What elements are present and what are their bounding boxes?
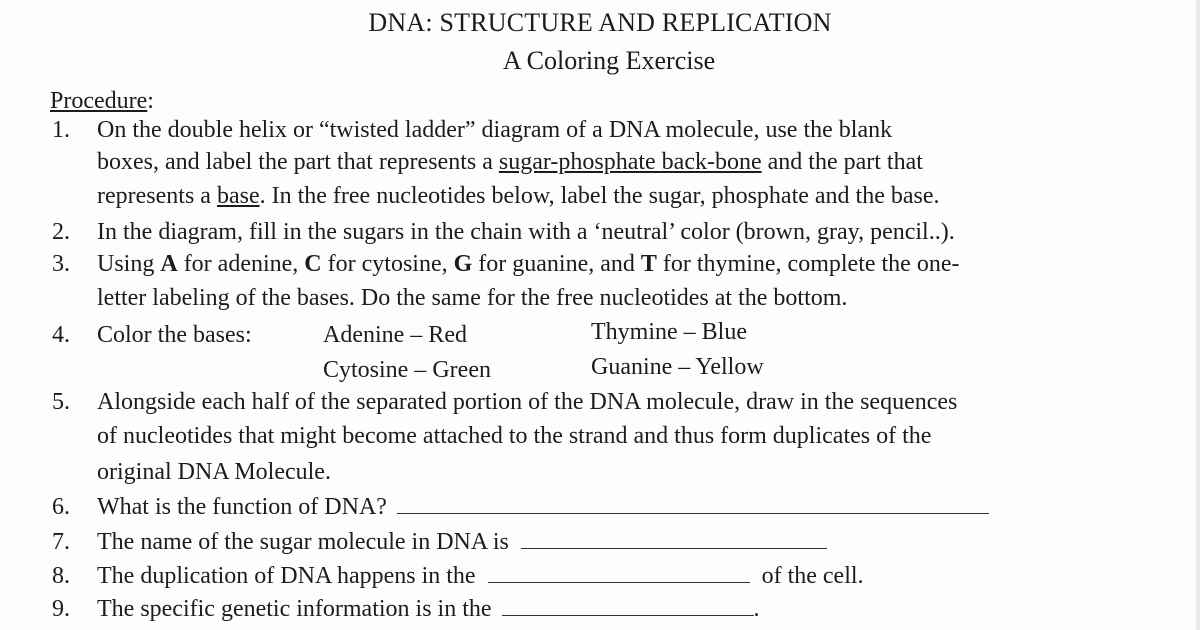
- answer-blank[interactable]: [488, 560, 750, 583]
- question-prompt: The specific genetic information is in the: [97, 596, 492, 622]
- text-run: and the part that: [761, 149, 923, 175]
- step-text-line: Alongside each half of the separated portion of the DNA molecule, draw in the sequences: [97, 389, 958, 415]
- answer-blank[interactable]: [397, 491, 989, 514]
- step-number: 7.: [52, 529, 70, 555]
- step-text-line: [97, 146, 923, 179]
- step-number: 1.: [52, 117, 70, 143]
- page-title: DNA: STRUCTURE AND REPLICATION: [368, 8, 832, 37]
- bold-letter: G: [453, 251, 473, 277]
- question-suffix: .: [753, 596, 760, 622]
- question-prompt: What is the function of DNA?: [97, 494, 387, 520]
- question-text: [97, 593, 760, 626]
- text-run: for adenine,: [177, 251, 305, 277]
- procedure-label: Procedure: [50, 88, 148, 114]
- procedure-heading: [50, 85, 154, 117]
- bold-letter: A: [160, 251, 178, 277]
- text-run: Using: [97, 251, 161, 277]
- text-run: for guanine, and: [472, 251, 641, 277]
- step-text-line: [97, 248, 959, 281]
- step-number: 6.: [52, 494, 70, 520]
- color-thymine: Thymine – Blue: [591, 319, 747, 345]
- color-guanine: Guanine – Yellow: [591, 354, 764, 380]
- color-cytosine: Cytosine – Green: [323, 357, 491, 383]
- text-run: for thymine, complete the one-: [656, 251, 960, 277]
- underlined-term: base: [216, 183, 260, 209]
- step-number: 3.: [52, 251, 70, 277]
- step-number: 9.: [52, 596, 70, 622]
- bold-letter: T: [640, 251, 657, 277]
- step-number: 2.: [52, 219, 70, 245]
- step-text-line: of nucleotides that might become attached to the strand and thus form duplicates of the: [97, 423, 932, 449]
- question-prompt: The duplication of DNA happens in the: [97, 563, 476, 589]
- text-run: boxes, and label the part that represents a: [97, 149, 499, 175]
- step-number: 8.: [52, 563, 70, 589]
- bold-letter: C: [304, 251, 322, 277]
- question-text: [97, 526, 827, 559]
- question-text: [97, 560, 864, 593]
- scan-edge: [1196, 0, 1200, 630]
- question-text: [97, 491, 989, 524]
- answer-blank[interactable]: [521, 526, 827, 549]
- text-run: . In the free nucleotides below, label the sugar, phosphate and the base.: [259, 183, 940, 209]
- step-number: 5.: [52, 389, 70, 415]
- step-text-line: In the diagram, fill in the sugars in the chain with a ‘neutral’ color (brown, gray, pencil..).: [97, 219, 955, 245]
- step-number: 4.: [52, 322, 70, 348]
- answer-blank[interactable]: [502, 593, 754, 616]
- text-run: for cytosine,: [321, 251, 454, 277]
- step-text-line: On the double helix or “twisted ladder” diagram of a DNA molecule, use the blank: [97, 117, 893, 143]
- text-run: represents a: [97, 183, 217, 209]
- step-text-line: [97, 180, 940, 213]
- procedure-colon: :: [147, 88, 154, 114]
- step-text-line: letter labeling of the bases. Do the same for the free nucleotides at the bottom.: [97, 285, 848, 311]
- page-subtitle: A Coloring Exercise: [502, 46, 716, 75]
- underlined-term: sugar-phosphate back-bone: [498, 149, 762, 175]
- color-bases-label: Color the bases:: [97, 322, 252, 348]
- step-text-line: original DNA Molecule.: [97, 459, 331, 485]
- question-prompt: The name of the sugar molecule in DNA is: [97, 529, 509, 555]
- color-adenine: Adenine – Red: [323, 322, 467, 348]
- question-suffix: of the cell.: [761, 563, 864, 589]
